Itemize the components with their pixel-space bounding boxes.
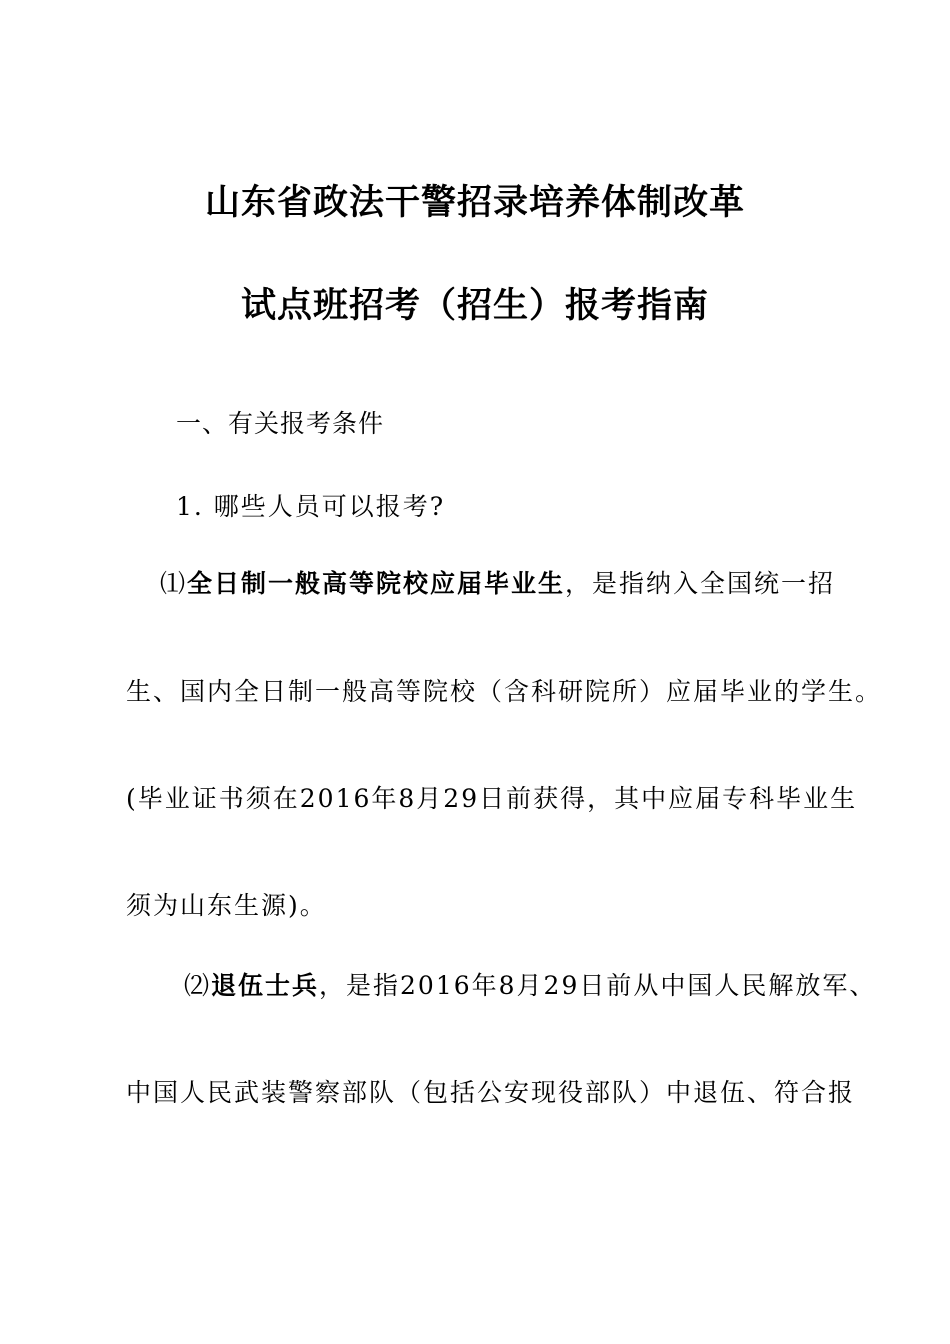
section-heading: 一、有关报考条件	[176, 409, 385, 438]
question-1: 1. 哪些人员可以报考?	[176, 492, 446, 521]
item-marker: ⑴	[160, 569, 188, 598]
paragraph-text: ，是指纳入全国统一招	[565, 569, 836, 598]
paragraph-1-line-2: 生、国内全日制一般高等院校（含科研院所）应届毕业的学生。	[126, 677, 883, 706]
paragraph-2-line-1	[184, 966, 876, 1002]
bold-term: 退伍士兵	[211, 971, 320, 1000]
paragraph-1-line-4: 须为山东生源)。	[126, 891, 327, 920]
item-marker: ⑵	[184, 971, 212, 1000]
document-title-line-2: 试点班招考（招生）报考指南	[240, 285, 709, 326]
paragraph-2-line-2: 中国人民武装警察部队（包括公安现役部队）中退伍、符合报	[126, 1078, 856, 1107]
document-title-line-1: 山东省政法干警招录培养体制改革	[204, 182, 745, 223]
paragraph-1-line-1	[160, 564, 835, 600]
bold-term: 全日制一般高等院校应届毕业生	[187, 569, 566, 598]
paragraph-1-line-3: (毕业证书须在2016年8月29日前获得，其中应届专科毕业生	[126, 784, 858, 813]
paragraph-text: ，是指2016年8月29日前从中国人民解放军、	[319, 971, 877, 1000]
